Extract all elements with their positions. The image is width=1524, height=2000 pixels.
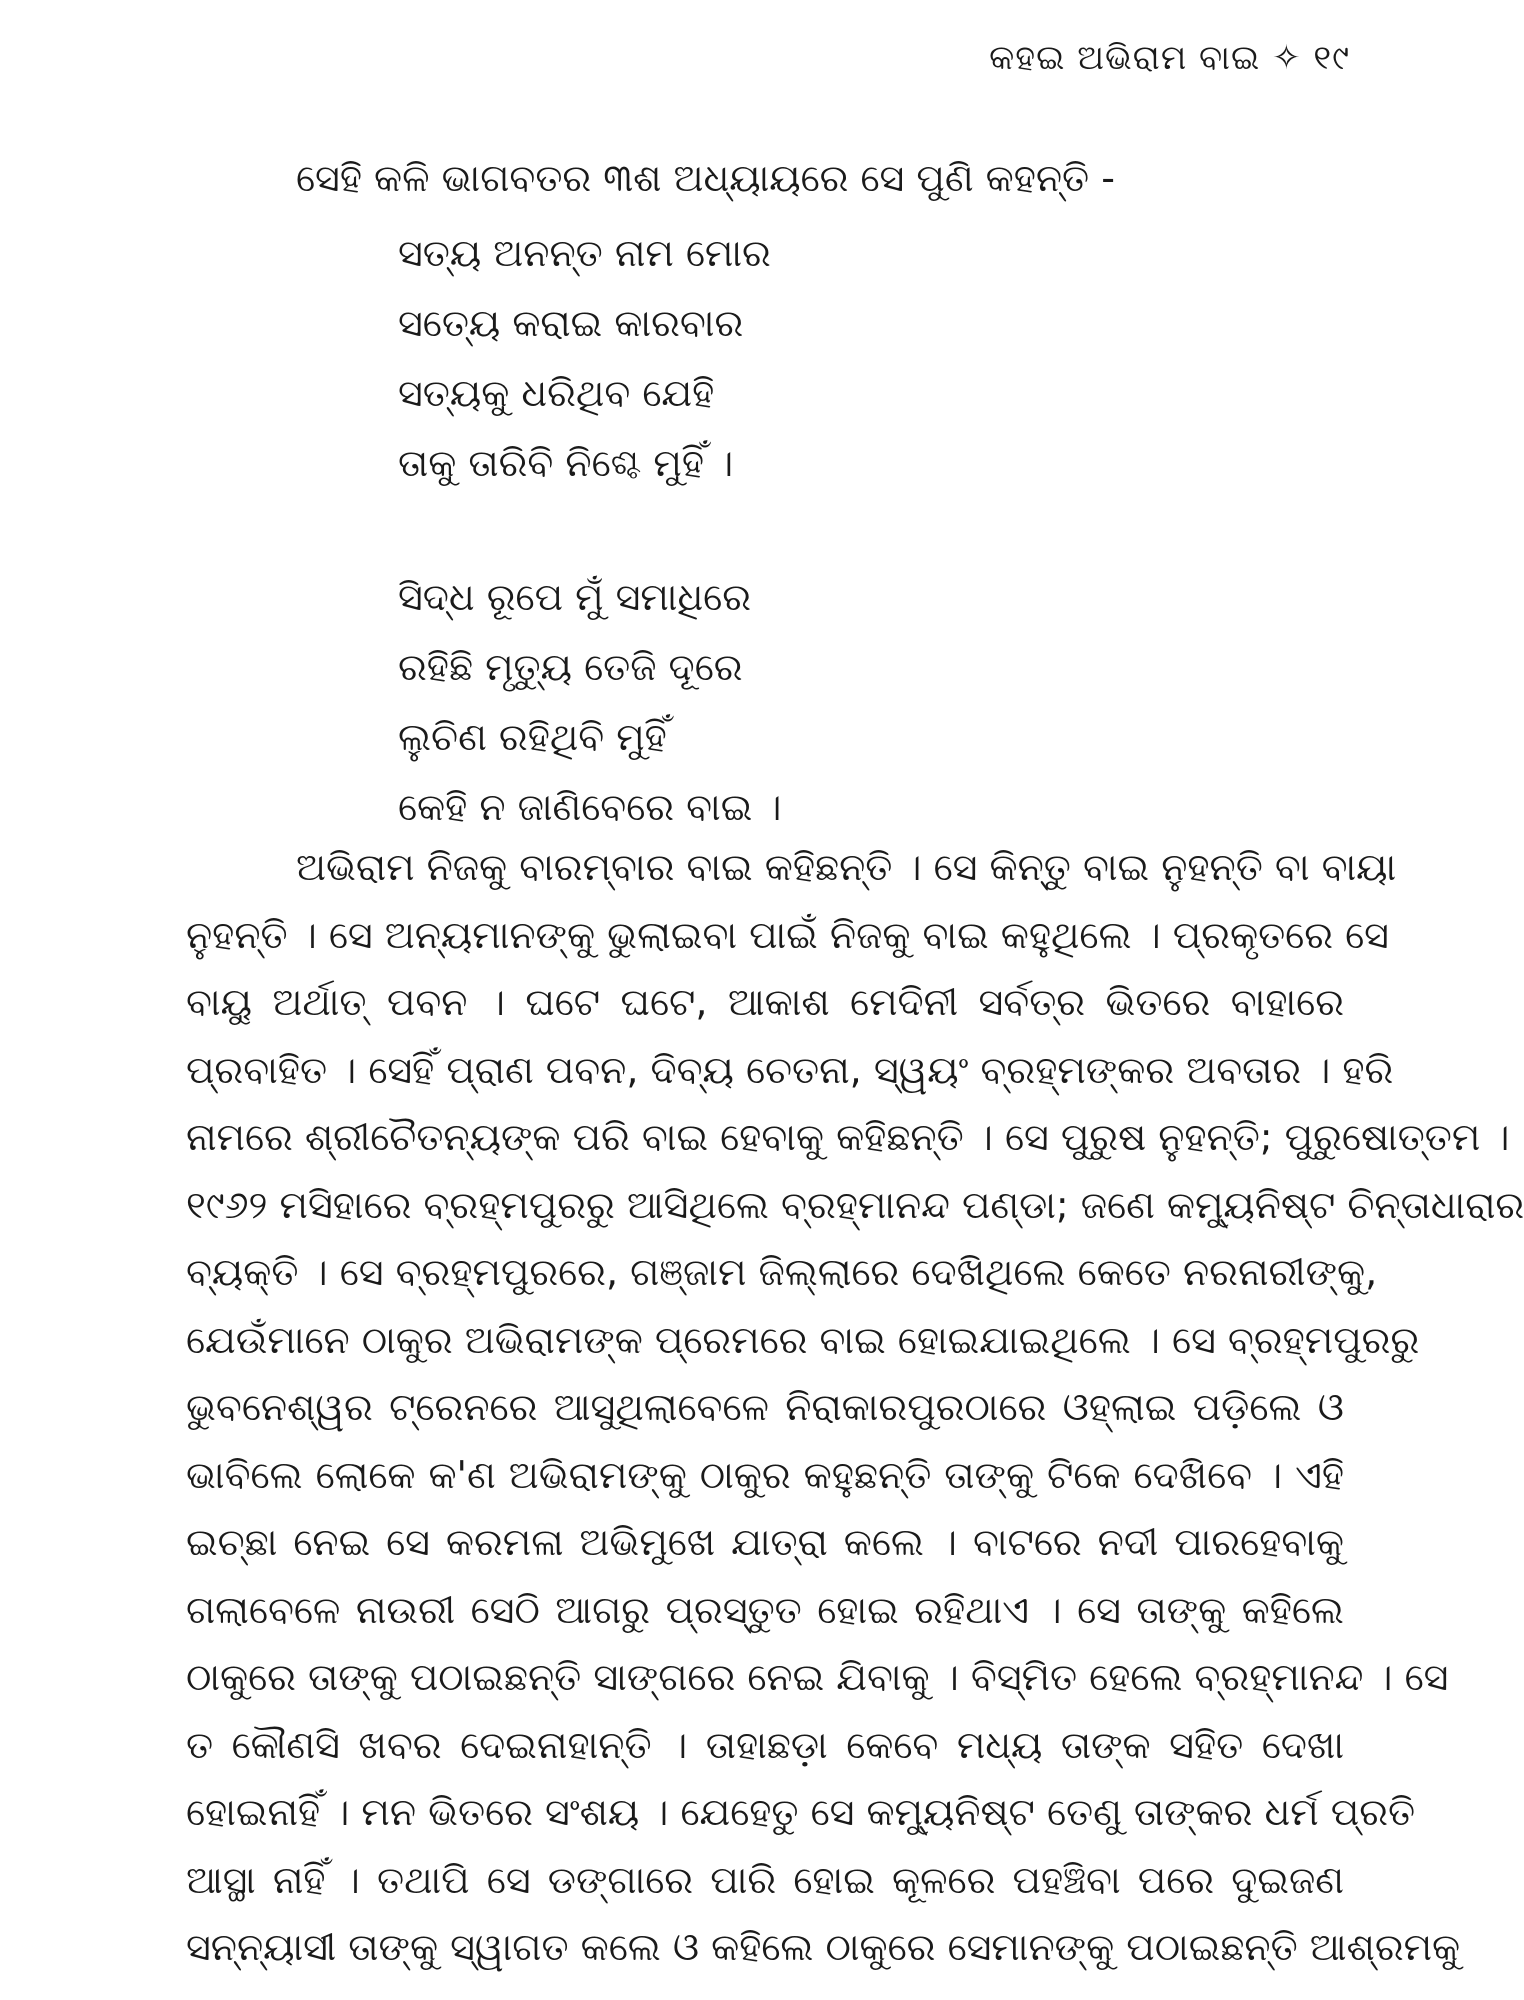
paragraph-line: ନୁହନ୍ତି । ସେ ଅନ୍ୟମାନଙ୍କୁ ଭୁଲାଇବା ପାଇଁ ନିଜକୁ ବାଇ କହୁଥିଲେ । ପ୍ରକୃତରେ ସେ — [186, 912, 1389, 957]
body-paragraph — [186, 834, 1524, 1982]
verse-line: କେହି ନ ଜାଣିବେରେ ବାଇ । — [398, 785, 782, 829]
paragraph-line: ଠାକୁରେ ତାଙ୍କୁ ପଠାଇଛନ୍ତି ସାଙ୍ଗରେ ନେଇ ଯିବାକୁ । ବିସ୍ମିତ ହେଲେ ବ୍ରହ୍ମାନନ୍ଦ । ସେ — [186, 1655, 1449, 1699]
paragraph-line: ଗଲାବେଳେ ନାଉରୀ ସେଠି ଆଗରୁ ପ୍ରସ୍ତୁତ ହୋଇ ରହିଥାଏ । ସେ ତାଙ୍କୁ କହିଲେ — [186, 1587, 1344, 1632]
verse-line: ରହିଛି ମୃତ୍ୟୁ ତେଜି ଦୂରେ — [398, 645, 743, 689]
verse-stanza-1 — [398, 218, 1298, 498]
paragraph-line: ୧୯୬୨ ମସିହାରେ ବ୍ରହ୍ମପୁରରୁ ଆସିଥିଲେ ବ୍ରହ୍ମାନନ୍ଦ ପଣ୍ଡା; ଜଣେ କମ୍ୟୁନିଷ୍ଟ ଚିନ୍ତାଧାରାର — [186, 1182, 1524, 1227]
paragraph-line: ଭାବିଲେ ଲୋକେ କ'ଣ ଅଭିରାମଙ୍କୁ ଠାକୁର କହୁଛନ୍ତି ତାଙ୍କୁ ଟିକେ ଦେଖିବେ । ଏହି — [186, 1452, 1344, 1497]
paragraph-line: ବ୍ୟକ୍ତି । ସେ ବ୍ରହ୍ମପୁରରେ, ଗଞ୍ଜାମ ଜିଲ୍ଲାରେ ଦେଖିଥିଲେ କେତେ ନରନାରୀଙ୍କୁ, — [186, 1250, 1378, 1294]
verse-line: ସିଦ୍ଧ ରୂପେ ମୁଁ ସମାଧିରେ — [398, 575, 752, 619]
verse-line: ଲୁଚିଣ ରହିଥିବି ମୁହିଁ — [398, 715, 667, 759]
verse-line: ସତ୍ୟ ଅନନ୍ତ ନାମ ମୋର — [398, 231, 771, 275]
paragraph-line: ହୋଇନାହିଁ । ମନ ଭିତରେ ସଂଶୟ । ଯେହେତୁ ସେ କମ୍ୟୁନିଷ୍ଟ ତେଣୁ ତାଙ୍କର ଧର୍ମ ପ୍ରତି — [186, 1790, 1416, 1834]
paragraph-line: ପ୍ରବାହିତ । ସେହିଁ ପ୍ରାଣ ପବନ, ଦିବ୍ୟ ଚେତନା, ସ୍ୱୟଂ ବ୍ରହ୍ମଙ୍କର ଅବତାର । ହରି — [186, 1047, 1394, 1092]
paragraph-line: ତ କୌଣସି ଖବର ଦେଇନାହାନ୍ତି । ତାହାଛଡ଼ା କେବେ ମଧ୍ୟ ତାଙ୍କ ସହିତ ଦେଖା — [186, 1722, 1344, 1767]
verse-line: ତାକୁ ତାରିବି ନିଶ୍ଚେ ମୁହିଁ । — [398, 441, 734, 485]
paragraph-line: ଭୁବନେଶ୍ୱର ଟ୍ରେନରେ ଆସୁଥିଲାବେଳେ ନିରାକାରପୁରଠାରେ ଓହ୍ଲାଇ ପଡ଼ିଲେ ଓ — [186, 1385, 1344, 1429]
paragraph-line: ଯେଉଁମାନେ ଠାକୁର ଅଭିରାମଙ୍କ ପ୍ରେମରେ ବାଇ ହୋଇଯାଇଥିଲେ । ସେ ବ୍ରହ୍ମପୁରରୁ — [186, 1317, 1420, 1362]
verse-line: ସତ୍ୟକୁ ଧରିଥିବ ଯେହି — [398, 371, 715, 415]
verse-stanza-2 — [398, 562, 1298, 842]
verse-line: ସତ୍ୟେ କରାଇ କାରବାର — [398, 301, 744, 345]
paragraph-line: ସନ୍ନ୍ୟାସୀ ତାଙ୍କୁ ସ୍ୱାଗତ କଲେ ଓ କହିଲେ ଠାକୁରେ ସେମାନଙ୍କୁ ପଠାଇଛନ୍ତି ଆଶ୍ରମକୁ — [186, 1925, 1461, 1969]
paragraph-line: ଇଚ୍ଛା ନେଇ ସେ କରମଳା ଅଭିମୁଖେ ଯାତ୍ରା କଲେ । ବାଟରେ ନଦୀ ପାରହେବାକୁ — [186, 1520, 1344, 1564]
running-header: କହଇ ଅଭିରାମ ବାଇ ✧ ୧୯ — [989, 38, 1350, 78]
paragraph-line: ଅଭିରାମ ନିଜକୁ ବାରମ୍ବାର ବାଇ କହିଛନ୍ତି । ସେ କିନ୍ତୁ ବାଇ ନୁହନ୍ତି ବା ବାୟା — [296, 845, 1397, 889]
paragraph-line: ବାୟୁ ଅର୍ଥାତ୍ ପବନ । ଘଟେ ଘଟେ, ଆକାଶ ମେଦିନୀ ସର୍ବତ୍ର ଭିତରେ ବାହାରେ — [186, 980, 1344, 1024]
paragraph-line: ନାମରେ ଶ୍ରୀଚୈତନ୍ୟଙ୍କ ପରି ବାଇ ହେବାକୁ କହିଛନ୍ତି । ସେ ପୁରୁଷ ନୁହନ୍ତି; ପୁରୁଷୋତ୍ତମ । — [186, 1115, 1510, 1159]
intro-line: ସେହି କଳି ଭାଗବତର ୩ଶ ଅଧ୍ୟାୟରେ ସେ ପୁଣି କହନ୍ତି - — [296, 156, 1115, 200]
paragraph-line: ଆସ୍ଥା ନାହିଁ । ତଥାପି ସେ ଡଙ୍ଗାରେ ପାରି ହୋଇ କୂଳରେ ପହଞ୍ଚିବା ପରେ ଦୁଇଜଣ — [186, 1857, 1344, 1902]
